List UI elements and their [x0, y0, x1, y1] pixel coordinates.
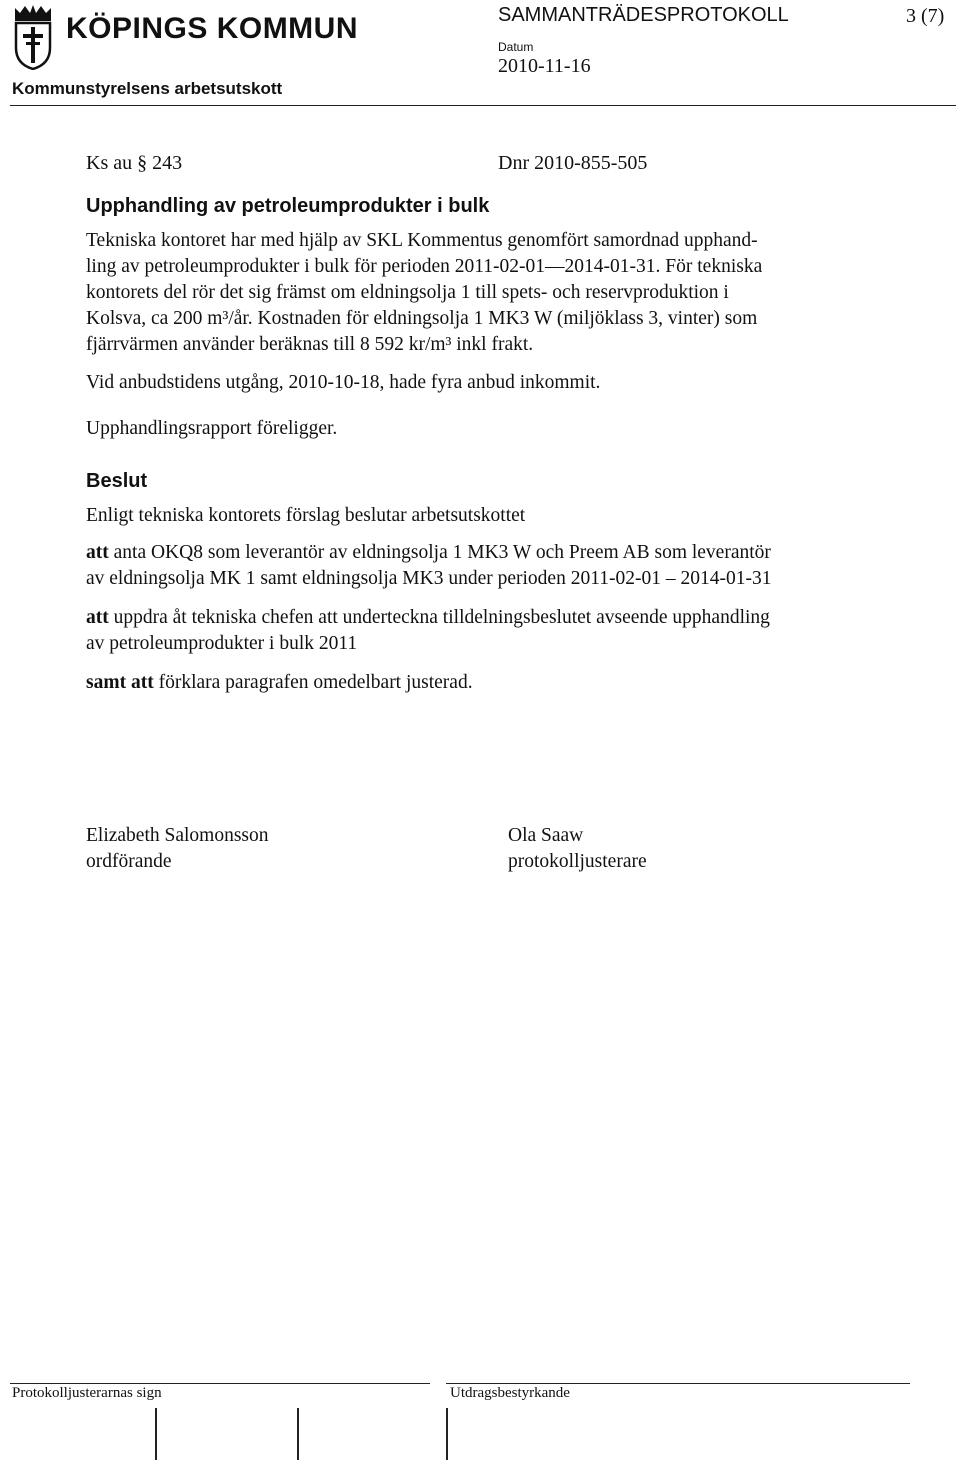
decision-item-lead: att	[86, 542, 109, 563]
signature-chair	[86, 823, 466, 875]
diary-number: Dnr 2010-855-505	[498, 152, 648, 174]
signatory-name: Ola Saaw	[508, 825, 584, 846]
decision-item	[86, 670, 886, 696]
paragraph-line: Tekniska kontoret har med hjälp av SKL Kommentus genomfört samordnad upphand-	[86, 230, 758, 251]
page-number: 3 (7)	[906, 5, 945, 27]
section-number: Ks au § 243	[86, 152, 183, 174]
paragraph-line: Kolsva, ca 200 m³/år. Kostnaden för eldningsolja 1 MK3 W (miljöklass 3, vinter) som	[86, 308, 758, 329]
decision-item	[86, 540, 886, 592]
document-type: SAMMANTRÄDESPROTOKOLL	[498, 4, 789, 26]
paragraph-line: ling av petroleumprodukter i bulk för perioden 2011-02-01—2014-01-31. För tekniska	[86, 256, 763, 277]
signatory-role: protokolljusterare	[508, 851, 647, 872]
sign-box-divider	[446, 1408, 448, 1460]
paragraph-line: fjärrvärmen använder beräknas till 8 592 kr/m³ inkl frakt.	[86, 334, 534, 355]
municipal-crest-icon	[12, 4, 54, 70]
paragraph-line: kontorets del rör det sig främst om eldningsolja 1 till spets- och reservproduktion i	[86, 282, 729, 303]
brand-name: KÖPINGS KOMMUN	[66, 12, 358, 45]
decision-item-text: uppdra åt tekniska chefen att underteckna tilldelningsbeslutet avseende upphandling	[113, 607, 770, 628]
case-title: Upphandling av petroleumprodukter i bulk	[86, 195, 490, 217]
footer-divider-left	[10, 1383, 430, 1384]
decision-intro: Enligt tekniska kontorets förslag beslutar arbetsutskottet	[86, 505, 526, 526]
decision-heading: Beslut	[86, 470, 148, 492]
case-paragraph	[86, 228, 886, 358]
committee-name: Kommunstyrelsens arbetsutskott	[12, 79, 283, 98]
date-label: Datum	[498, 40, 534, 54]
decision-item-lead: att	[86, 607, 109, 628]
decision-item-text: av eldningsolja MK 1 samt eldningsolja MK3 under perioden 2011-02-01 – 2014-01-31	[86, 568, 772, 589]
decision-item-text: förklara paragrafen omedelbart justerad.	[158, 672, 473, 693]
date-value: 2010-11-16	[498, 55, 591, 77]
adjusters-sign-label: Protokolljusterarnas sign	[12, 1385, 162, 1401]
decision-item-lead: samt att	[86, 672, 154, 693]
decision-item-text: anta OKQ8 som leverantör av eldningsolja 1 MK3 W och Preem AB som leverantör	[113, 542, 771, 563]
signature-adjuster	[508, 823, 888, 875]
footer-divider-right	[446, 1383, 910, 1384]
sign-box-divider	[297, 1408, 299, 1460]
extract-certification-label: Utdragsbestyrkande	[450, 1385, 570, 1401]
decision-item	[86, 605, 886, 657]
decision-item-text: av petroleumprodukter i bulk 2011	[86, 633, 358, 654]
signatory-role: ordförande	[86, 851, 172, 872]
header-divider	[10, 105, 956, 106]
signatory-name: Elizabeth Salomonsson	[86, 825, 269, 846]
bids-received-text: Vid anbudstidens utgång, 2010-10-18, hade fyra anbud inkommit.	[86, 372, 601, 393]
report-available-text: Upphandlingsrapport föreligger.	[86, 418, 338, 439]
sign-box-divider	[155, 1408, 157, 1460]
